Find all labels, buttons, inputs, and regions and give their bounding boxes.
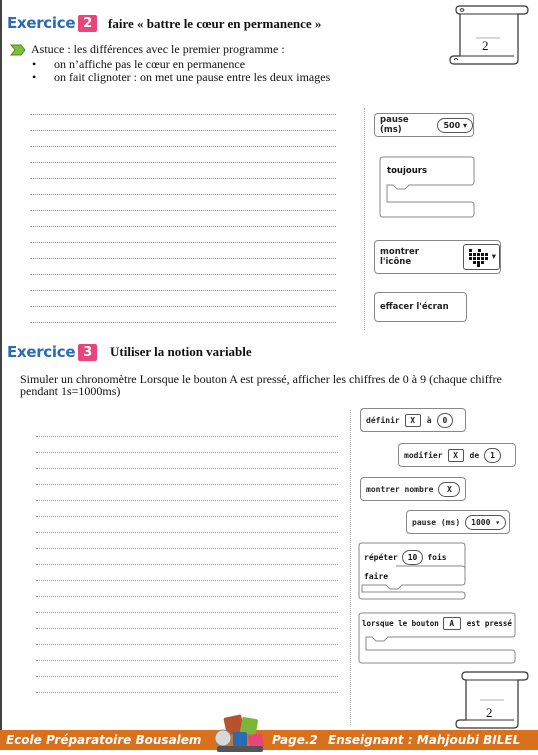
fois-label: fois <box>427 553 447 562</box>
modifier-value-input[interactable]: 1 <box>484 448 501 463</box>
footer-school: Ecole Préparatoire Bousalem <box>6 733 202 747</box>
est-presse-label: est pressé <box>466 619 512 628</box>
chevron-down-icon: ▾ <box>495 517 501 527</box>
repeter-row <box>364 550 447 565</box>
repeter-count-input[interactable]: 10 <box>402 550 424 565</box>
school-logo-icon <box>211 712 269 754</box>
footer-teacher: Enseignant : Mahjoubi BILEL <box>328 733 521 747</box>
pause-label: pause (ms) <box>412 517 461 527</box>
montrer-nombre-block <box>360 477 466 501</box>
lorsque-label: lorsque le bouton <box>362 619 439 628</box>
footer-page: Page.2 <box>272 733 318 747</box>
montrer-nombre-input[interactable]: X <box>438 482 460 497</box>
montrer-icone-label: montrer l'icône <box>380 247 419 267</box>
exercise-number: 2 <box>78 15 97 32</box>
page-border <box>0 0 2 730</box>
icon-dropdown[interactable] <box>463 244 500 270</box>
definir-var-dropdown[interactable]: X <box>405 414 421 427</box>
answer-lines-ex3 <box>36 432 338 702</box>
astuce-text: Astuce : les différences avec le premier programme : <box>31 42 285 56</box>
lorsque-row <box>362 617 512 630</box>
score-scroll-icon <box>448 4 530 66</box>
exercise-3-title: Utiliser la notion variable <box>110 344 252 359</box>
answer-lines-ex2 <box>30 110 336 330</box>
chevron-down-icon: ▾ <box>491 252 496 262</box>
green-arrow-icon <box>10 43 26 57</box>
score-value: 2 <box>486 705 493 720</box>
separator-dots <box>364 108 365 330</box>
separator-dots <box>350 410 351 725</box>
pause-label: pause (ms) <box>380 115 409 135</box>
repeter-label: répéter <box>364 553 398 562</box>
chevron-down-icon: ▾ <box>462 120 467 130</box>
definir-a-label: à <box>426 415 432 425</box>
exercise-word: Exercice <box>7 14 76 32</box>
heart-icon <box>467 247 489 267</box>
faire-label: faire <box>364 572 389 581</box>
button-dropdown[interactable]: A <box>443 617 461 630</box>
modifier-label: modifier <box>404 450 443 460</box>
bullet-item: • on fait clignoter : on met une pause entre les deux images <box>32 71 330 84</box>
exercise-2-badge <box>7 14 97 32</box>
astuce <box>10 42 285 57</box>
pause-value-dropdown[interactable]: 1000 ▾ <box>465 515 506 530</box>
definir-value-input[interactable]: 0 <box>437 413 454 428</box>
pause-block <box>406 510 510 534</box>
astuce-bullets <box>32 58 330 83</box>
montrer-icone-block <box>374 240 501 274</box>
modifier-var-dropdown[interactable]: X <box>448 449 464 462</box>
montrer-nombre-label: montrer nombre <box>366 484 434 494</box>
effacer-block <box>374 292 467 322</box>
toujours-label: toujours <box>387 166 428 176</box>
effacer-label: effacer l'écran <box>380 302 449 312</box>
exercise-number: 3 <box>78 344 97 361</box>
score-value: 2 <box>482 38 489 53</box>
definir-block <box>360 408 466 432</box>
modifier-de-label: de <box>469 450 480 460</box>
exercise-3-badge <box>7 343 97 361</box>
pause-value-dropdown[interactable]: 500 ▾ <box>437 118 473 133</box>
score-scroll-icon <box>454 670 530 730</box>
modifier-block <box>398 443 516 467</box>
footer-bar <box>0 730 538 750</box>
exercise-2-title: faire « battre le cœur en permanence » <box>108 16 322 31</box>
definir-label: définir <box>366 415 400 425</box>
bullet-item: • on n’affiche pas le cœur en permanence <box>32 58 330 71</box>
pause-block <box>374 113 474 137</box>
exercise-3-instruction: Simuler un chronomètre Lorsque le bouton A est pressé, afficher les chiffres de 0 à 9 (chaque chiffre pendant 1s=1000ms) <box>20 372 502 398</box>
exercise-word: Exercice <box>7 343 76 361</box>
